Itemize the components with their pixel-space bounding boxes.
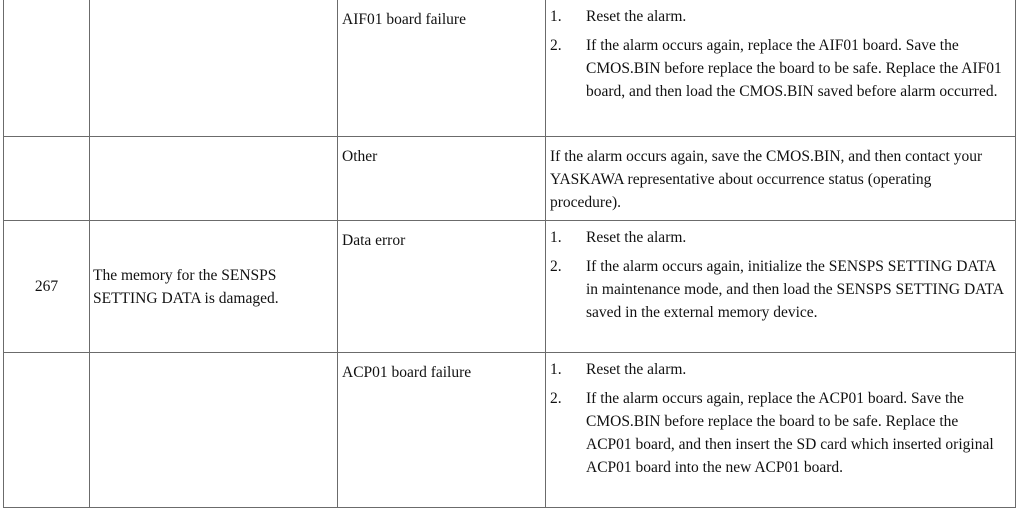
table-row (4, 221, 1016, 353)
alarm-code-cell (4, 353, 90, 508)
remedy-cell (546, 137, 1016, 221)
remedy-text: If the alarm occurs again, save the CMOS.BIN, and then contact your YASKAWA representative about occurrence status (operating procedure). (550, 148, 983, 211)
alarm-meaning-cell: The memory for the SENSPS SETTING DATA is damaged. (90, 221, 338, 353)
alarm-code-cell (4, 0, 90, 137)
remedy-cell (546, 0, 1016, 137)
cause-cell: Other (338, 137, 546, 221)
alarm-meaning-cell (90, 353, 338, 508)
step-number: 1. (550, 361, 562, 378)
remedy-cell (546, 353, 1016, 508)
remedy-step (550, 255, 1005, 324)
table-row (4, 137, 1016, 221)
step-number: 1. (550, 8, 562, 25)
step-number: 1. (550, 229, 562, 246)
remedy-step (550, 358, 1005, 381)
step-text: Reset the alarm. (586, 361, 687, 378)
cause-cell: ACP01 board failure (338, 353, 546, 508)
remedy-cell (546, 221, 1016, 353)
table-row (4, 353, 1016, 508)
step-text: If the alarm occurs again, initialize the SENSPS SETTING DATA in maintenance mode, and then load the SENSPS SETTING DATA saved in the external memory device. (586, 258, 1004, 321)
remedy-step (550, 387, 1005, 479)
table-row (4, 0, 1016, 137)
alarm-code-cell: 267 (4, 221, 90, 353)
cause-cell: Data error (338, 221, 546, 353)
step-text: If the alarm occurs again, replace the ACP01 board. Save the CMOS.BIN before replace the board to be safe. Replace the ACP01 board, and then insert the SD card which inserted original ACP01 board into the new ACP01 board. (586, 390, 994, 476)
step-text: Reset the alarm. (586, 8, 687, 25)
step-text: If the alarm occurs again, replace the AIF01 board. Save the CMOS.BIN before replace the board to be safe. Replace the AIF01 board, and then load the CMOS.BIN saved before alarm occurred. (586, 37, 1002, 100)
cause-cell: AIF01 board failure (338, 0, 546, 137)
alarm-meaning-cell (90, 137, 338, 221)
step-number: 2. (550, 258, 562, 275)
step-number: 2. (550, 37, 562, 54)
remedy-step (550, 34, 1005, 103)
remedy-step (550, 5, 1005, 28)
step-text: Reset the alarm. (586, 229, 687, 246)
alarm-code-cell (4, 137, 90, 221)
remedy-step (550, 226, 1005, 249)
alarm-remedy-table (3, 0, 1016, 508)
alarm-meaning-cell (90, 0, 338, 137)
step-number: 2. (550, 390, 562, 407)
